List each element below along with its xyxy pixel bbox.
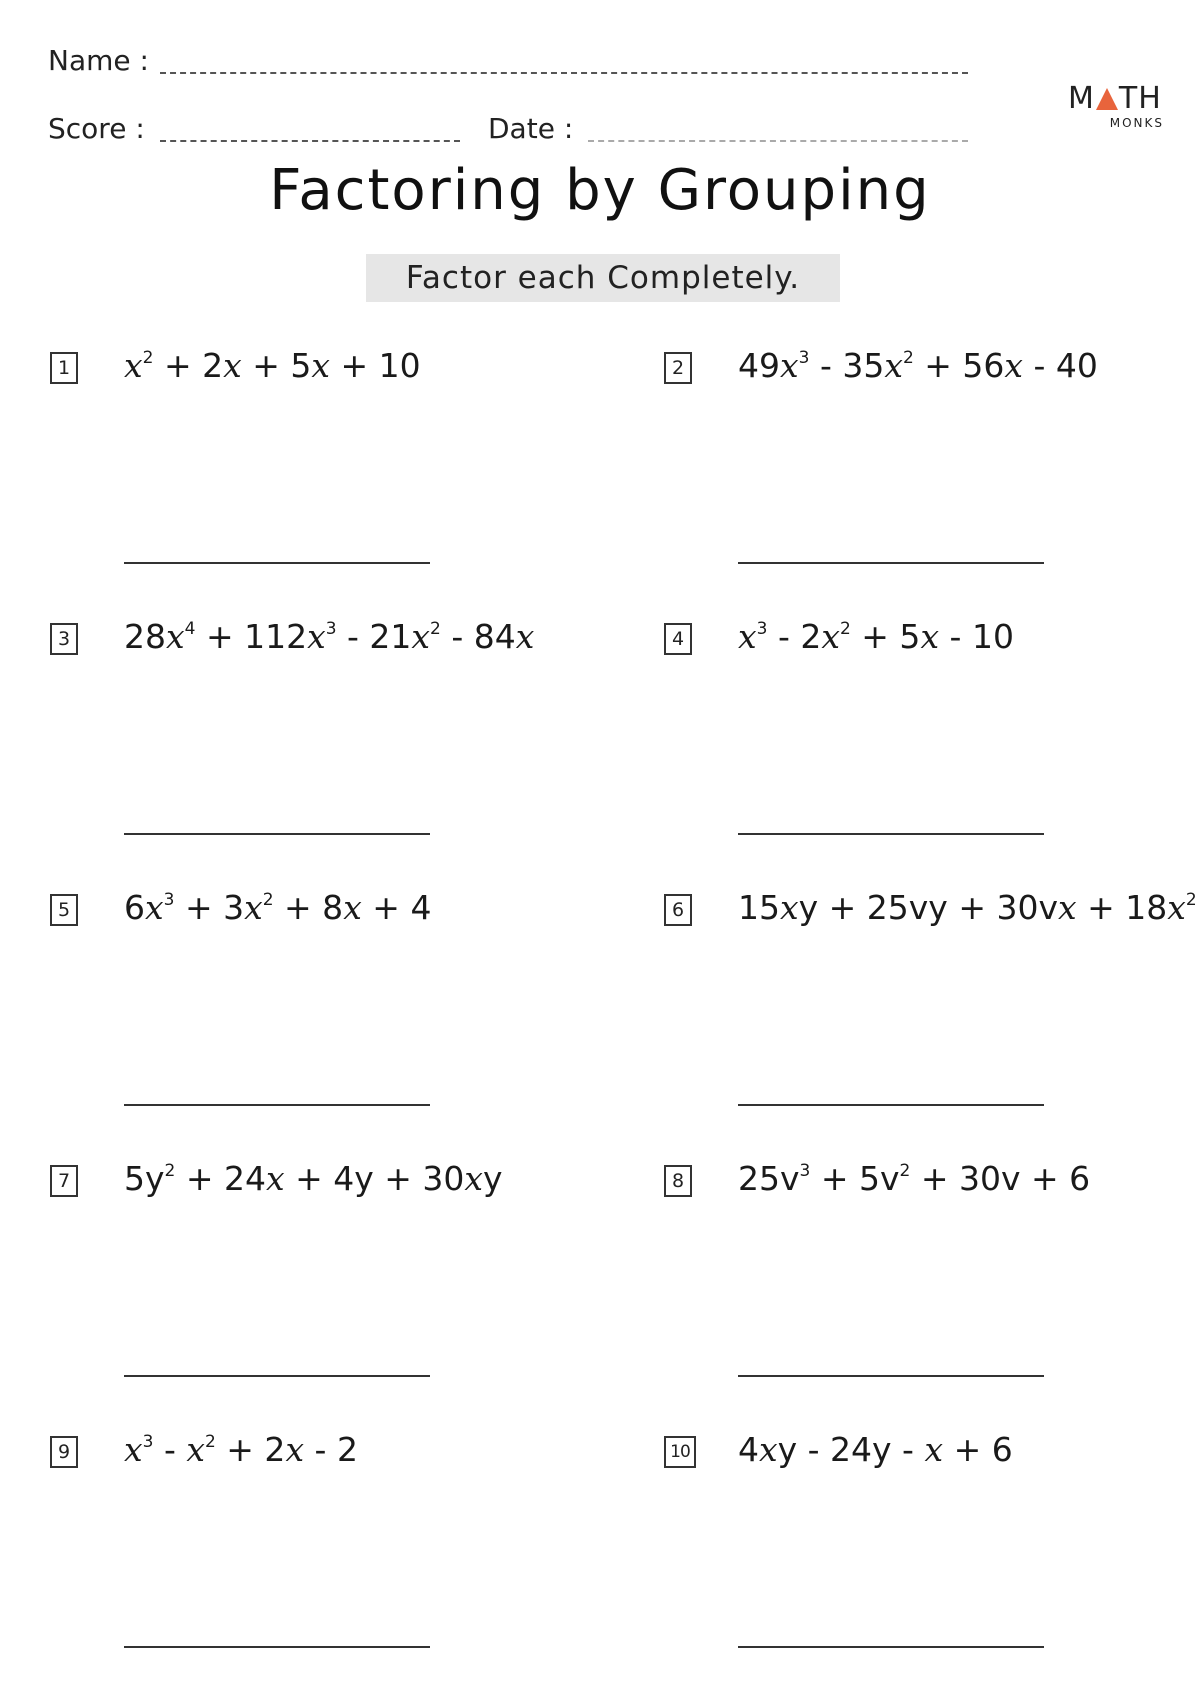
score-field[interactable] — [160, 140, 460, 142]
problem-expression: $6x^3 + 3x^2 + 8x + 4$ — [124, 888, 432, 927]
logo-text-left: M — [1068, 81, 1095, 116]
problem-number: 9 — [50, 1436, 78, 1468]
name-field[interactable] — [160, 72, 968, 74]
answer-line[interactable] — [738, 1104, 1044, 1106]
problem-number: 8 — [664, 1165, 692, 1197]
problem-item — [50, 617, 610, 891]
problem-number: 2 — [664, 352, 692, 384]
problem-number: 10 — [664, 1436, 696, 1468]
problem-expression: $15xy + 25vy + 30vx + 18x^2$ — [738, 888, 1197, 927]
problem-item — [664, 888, 1200, 1162]
answer-line[interactable] — [124, 1375, 430, 1377]
triangle-icon — [1096, 88, 1118, 110]
problem-number: 4 — [664, 623, 692, 655]
answer-line[interactable] — [738, 562, 1044, 564]
page-title: Factoring by Grouping — [269, 158, 931, 223]
problem-item — [50, 1430, 610, 1704]
answer-line[interactable] — [738, 833, 1044, 835]
problem-item — [664, 1430, 1200, 1704]
problem-number: 7 — [50, 1165, 78, 1197]
problem-item — [50, 1159, 610, 1433]
logo-text-right: TH — [1118, 81, 1162, 116]
answer-line[interactable] — [124, 833, 430, 835]
score-label: Score : — [48, 112, 145, 145]
problem-item — [664, 1159, 1200, 1433]
problem-expression: $5y^2 + 24x + 4y + 30xy$ — [124, 1159, 503, 1198]
logo-subtext: MONKS — [1109, 116, 1164, 130]
answer-line[interactable] — [738, 1375, 1044, 1377]
date-field[interactable] — [588, 140, 968, 142]
problem-expression: 4xy - 24y - x + 6 — [738, 1430, 1013, 1469]
problem-expression: $x^2 + 2x + 5x + 10$ — [124, 346, 421, 385]
problem-expression: $x^3 - 2x^2 + 5x - 10$ — [738, 617, 1014, 656]
problem-expression: $25v^3 + 5v^2 + 30v + 6$ — [738, 1159, 1091, 1198]
problem-item — [50, 888, 610, 1162]
problem-expression: $49x^3 - 35x^2 + 56x - 40$ — [738, 346, 1098, 385]
problem-number: 6 — [664, 894, 692, 926]
problem-item — [50, 346, 610, 620]
problem-number: 1 — [50, 352, 78, 384]
problem-item — [664, 346, 1200, 620]
math-monks-logo — [1068, 81, 1164, 132]
date-label: Date : — [488, 112, 574, 145]
answer-line[interactable] — [738, 1646, 1044, 1648]
problem-expression: $28x^4 + 112x^3 - 21x^2 - 84x$ — [124, 617, 535, 656]
answer-line[interactable] — [124, 1104, 430, 1106]
problem-expression: $x^3 - x^2 + 2x - 2$ — [124, 1430, 358, 1469]
answer-line[interactable] — [124, 562, 430, 564]
name-label: Name : — [48, 44, 149, 77]
answer-line[interactable] — [124, 1646, 430, 1648]
instructions-banner: Factor each Completely. — [366, 254, 840, 302]
problem-item — [664, 617, 1200, 891]
problem-number: 3 — [50, 623, 78, 655]
problem-number: 5 — [50, 894, 78, 926]
